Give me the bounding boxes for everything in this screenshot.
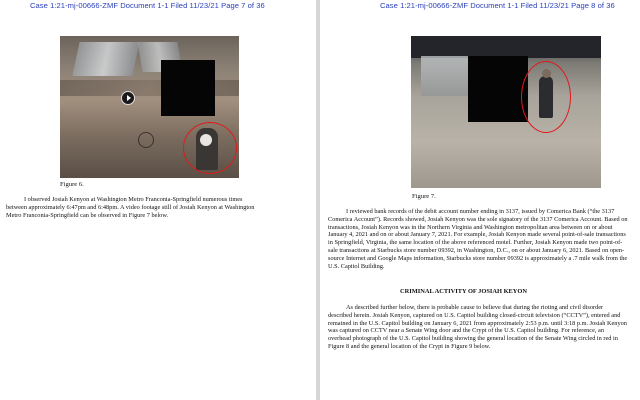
redaction-box: [468, 56, 528, 122]
body-paragraph-2: As described further below, there is probable cause to believe that during the rioting and civil disorder described herein. Josiah Kenyon, captured on U.S. Capitol building closed-circuit television (“CCTV”), entered and remained in the U.S. Capitol building on January 6, 2021 from approximately 2:53 p.m. until 3:18 p.m. Josiah Kenyon was captured on CCTV near a Senate Wing door and the Crypt of the U.S. Capitol building. For reference, an overhead photograph of the U.S. Capitol building showing the general location of the Senate Wing circled in red in Figure 8 and the general location of the Crypt in Figure 9 below.: [328, 304, 627, 350]
document-page-8: [322, 0, 640, 400]
play-icon[interactable]: [121, 91, 135, 105]
redaction-box: [161, 60, 215, 116]
surveillance-photo-figure-7: [411, 36, 601, 188]
case-header: Case 1:21-mj-00666-ZMF Document 1-1 Filed 11/23/21 Page 7 of 36: [30, 1, 265, 10]
case-header: Case 1:21-mj-00666-ZMF Document 1-1 Filed 11/23/21 Page 8 of 36: [380, 1, 615, 10]
body-paragraph: I observed Josiah Kenyon at Washington Metro Franconia-Springfield numerous times between approximately 6:47pm and 6:48pm. A video footage still of Josiah Kenyon at Washington Metro Franconia-Springfield can be observed in Figure 7 below.: [6, 196, 255, 219]
document-page-7: [0, 0, 314, 400]
red-annotation-circle: [183, 122, 237, 174]
surveillance-photo-figure-6: [60, 36, 239, 178]
figure-caption: Figure 6.: [60, 181, 84, 188]
escalator-shape: [72, 42, 139, 76]
ceiling-band: [411, 36, 601, 58]
floor-drain: [138, 132, 154, 148]
page-divider: [316, 0, 320, 400]
figure-caption: Figure 7.: [412, 193, 436, 200]
red-annotation-circle: [521, 61, 571, 133]
body-paragraph: I reviewed bank records of the debit account number ending in 3137, issued by Comerica Bank (“the 3137 Comerica Account”). Records showed, Josiah Kenyon was the sole signatory of the 3137 Comerica Account. Based on transactions, Josiah Kenyon was in the Northern Virginia and Washington metropolitan area between on or about January 4, 2021 and on or about January 7, 2021. For example, Josiah Kenyon made several point-of-sale transactions in Springfield, Virginia, the same location of the above referenced motel. Further, Josiah Kenyon made two point-of-sale transactions at Starbucks store number 09392, in Washington, D.C., on or about January 6, 2021. Based on open-source Internet and Google Maps information, Starbucks store number 09392 is approximately a .7 mile walk from the U.S. Capitol Building.: [328, 208, 628, 270]
section-heading: CRIMINAL ACTIVITY OF JOSIAH KEYON: [400, 288, 527, 295]
